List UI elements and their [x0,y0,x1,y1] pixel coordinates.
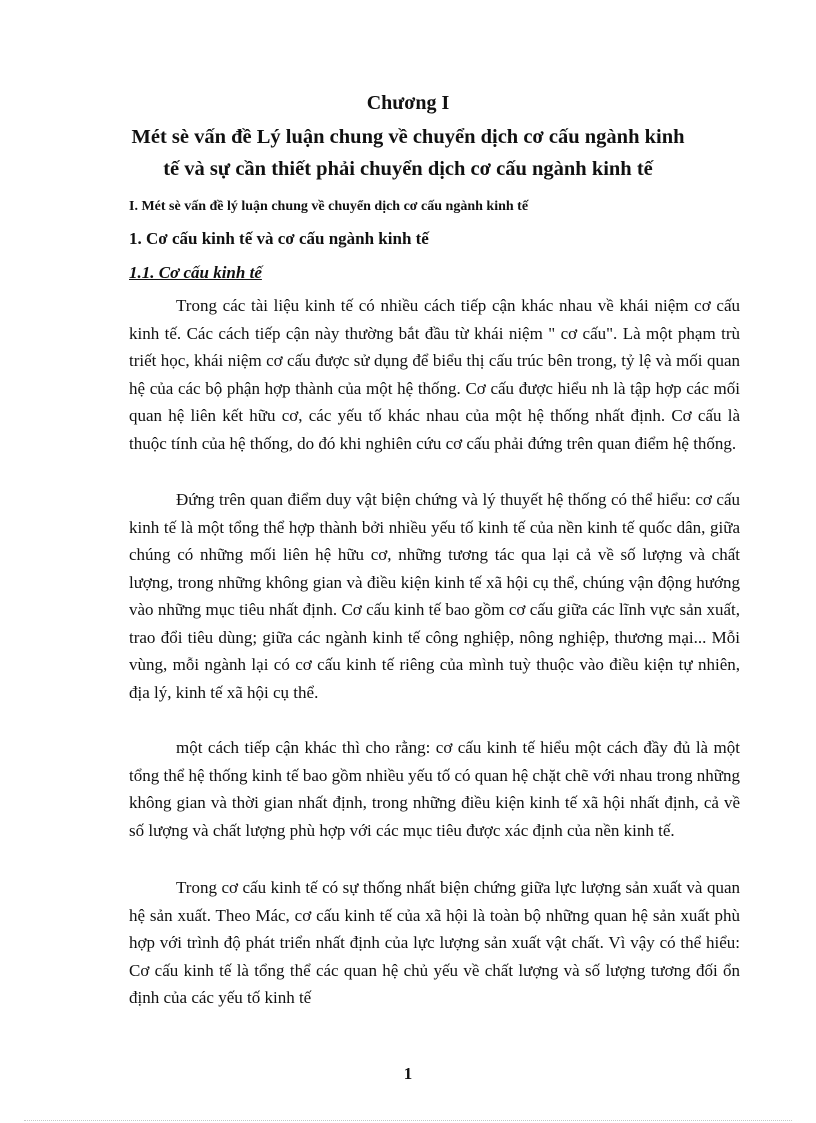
chapter-heading-line-2: tế và sự cần thiết phải chuyển dịch cơ cấu ngành kinh tế [163,158,653,180]
body-paragraph: Đứng trên quan điểm duy vật biện chứng và lý thuyết hệ thống có thể hiểu: cơ cấu kinh tế là một tổng thể hợp thành bởi nhiều yếu tố kinh tế của nền kinh tế quốc dân, giữa chúng có những mối liên hệ hữu cơ, những tương tác qua lại cả về số lượng và chất lượng, trong những không gian và điều kiện kinh tế xã hội cụ thể, chúng vận động hướng vào những mục tiêu nhất định. Cơ cấu kinh tế bao gồm cơ cấu giữa các lĩnh vực sản xuất, trao đổi tiêu dùng; giữa các ngành kinh tế công nghiệp, nông nghiệp, thương mại... Mỗi vùng, mỗi ngành lại có cơ cấu kinh tế riêng của mình tuỳ thuộc vào điều kiện tự nhiên, địa lý, kinh tế xã hội cụ thể. [129,490,740,702]
body-paragraph: một cách tiếp cận khác thì cho rằng: cơ cấu kinh tế hiểu một cách đầy đủ là một tổng thể hệ thống kinh tế bao gồm nhiều yếu tố có quan hệ chặt chẽ với nhau trong những không gian và thời gian nhất định, trong những điều kiện kinh tế xã hội nhất định, cả về số lượng và chất lượng phù hợp với các mục tiêu được xác định của nền kinh tế. [129,738,740,840]
subsection-heading: 1. Cơ cấu kinh tế và cơ cấu ngành kinh tế [129,229,429,248]
page-bottom-divider [24,1120,792,1121]
body-paragraph: Trong các tài liệu kinh tế có nhiều cách tiếp cận khác nhau về khái niệm cơ cấu kinh tế. Các cách tiếp cận này thường bắt đầu từ khái niệm " cơ cấu". Là một phạm trù triết học, khái niệm cơ cấu được sử dụng để biểu thị cấu trúc bên trong, tỷ lệ và mối quan hệ của các bộ phận hợp thành của một hệ thống. Cơ cấu được hiểu nh là tập hợp các mối quan hệ liên kết hữu cơ, các yếu tố khác nhau của một hệ thống nhất định. Cơ cấu là thuộc tính của hệ thống, do đó khi nghiên cứu cơ cấu phải đứng trên quan điểm hệ thống. [129,296,740,453]
page-number: 1 [403,1064,413,1083]
chapter-title: Chương I [366,92,450,114]
subsubsection-heading: 1.1. Cơ cấu kinh tế [129,263,262,282]
body-paragraph: Trong cơ cấu kinh tế có sự thống nhất biện chứng giữa lực lượng sản xuất và quan hệ sản xuất. Theo Mác, cơ cấu kinh tế của xã hội là toàn bộ những quan hệ sản xuất phù hợp với trình độ phát triển nhất định của lực lượng sản xuất vật chất. Vì vậy có thể hiểu: Cơ cấu kinh tế là tổng thể các quan hệ chủ yếu về chất lượng và số lượng tương đối ổn định của các yếu tố kinh tế [129,878,740,1007]
chapter-heading-line-1: Mét sè vấn đề Lý luận chung về chuyển dịch cơ cấu ngành kinh [131,126,685,148]
section-heading: I. Mét sè vấn đề lý luận chung về chuyển dịch cơ cấu ngành kinh tế [129,199,529,214]
